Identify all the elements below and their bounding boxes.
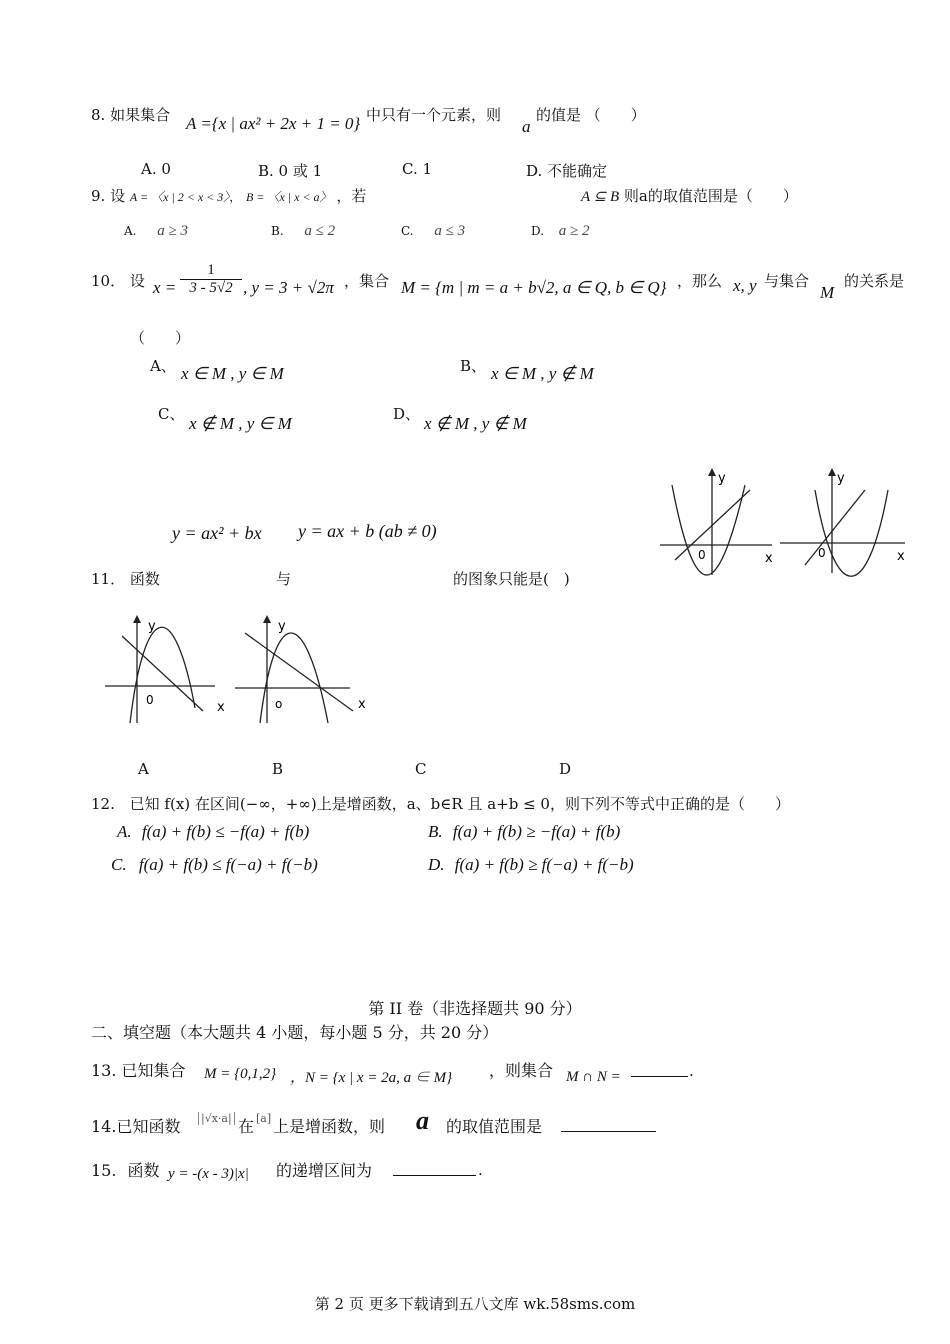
q12-option-b	[428, 822, 620, 842]
q12-option-c	[111, 855, 318, 875]
q13-expr: M ∩ N =	[566, 1069, 621, 1085]
q10-frac-num: 1	[207, 262, 215, 278]
q11-a-y-label: y	[148, 619, 156, 634]
q12-option-b-expr: f(a) + f(b) ≥ −f(a) + f(b)	[452, 822, 621, 841]
q10-then: ，那么	[677, 272, 723, 290]
q8-option-a: A. 0	[141, 160, 171, 178]
q10-fraction	[180, 262, 242, 297]
q10-frac-den: 3 - 5√2	[180, 279, 242, 297]
q11-d-x-label: x	[897, 549, 905, 564]
q9-option-c-expr: a ≤ 3	[434, 223, 466, 239]
q11-d-y-arrow	[828, 468, 836, 476]
q9-option-a	[124, 221, 188, 240]
q10-stem	[91, 270, 145, 291]
q10-option-b-label: B、	[460, 357, 487, 375]
q12-option-d	[428, 855, 634, 875]
q9-option-d	[531, 221, 590, 240]
q11-a-y-arrow	[133, 615, 141, 623]
q11-f2: y = ax + b (ab ≠ 0)	[298, 521, 437, 541]
q11-label-b: B	[272, 760, 284, 778]
q11-c-parabola	[672, 485, 745, 575]
q9-post: 则a的取值范围是（ ）	[623, 187, 798, 205]
q9-set-a: A = 〈x | 2 < x < 3〉	[129, 190, 230, 204]
q11-graph-b	[235, 615, 366, 723]
q11-b-x-label: x	[358, 697, 366, 712]
q11-f1: y = ax² + bx	[172, 523, 262, 543]
q8-option-b: B. 0 或 1	[258, 162, 323, 180]
q9-option-b-label: B.	[271, 224, 284, 238]
page-footer: 第 2 页 更多下载请到五八文库 wk.58sms.com	[314, 1295, 636, 1313]
q10-y-expr: , y = 3 + √2π	[243, 278, 334, 297]
q8-option-c: C. 1	[402, 160, 433, 178]
q15-number: 15.	[91, 1161, 117, 1180]
q10-option-c-expr: x ∉ M , y ∈ M	[189, 414, 292, 433]
q13-N: ，N = {x | x = 2a, a ∈ M}	[290, 1070, 453, 1086]
q9-option-d-expr: a ≥ 2	[558, 223, 590, 239]
q9-cond: A ⊆ B	[581, 189, 620, 205]
q14-mid: 在	[238, 1117, 255, 1136]
q8-stem	[91, 104, 170, 125]
q10-number: 10．	[91, 272, 126, 290]
q13-answer-blank[interactable]	[631, 1062, 688, 1077]
q9-set-b: B = 〈x | x < a〉	[246, 190, 332, 204]
q10-option-d-expr: x ∉ M , y ∉ M	[424, 414, 527, 433]
q11-b-origin: o	[275, 697, 283, 711]
q13-stem	[91, 1058, 186, 1081]
q8-number: 8.	[91, 106, 106, 124]
q15-answer-blank[interactable]	[393, 1161, 476, 1176]
q11-stem	[91, 568, 160, 589]
q12-number: 12.	[91, 795, 115, 813]
q11-b-parabola	[260, 633, 328, 723]
q10-post: 的关系是	[844, 272, 905, 290]
q13-number: 13.	[91, 1061, 117, 1080]
q11-and: 与	[276, 570, 292, 588]
q11-label-d: D	[559, 760, 572, 778]
q8-option-d: D. 不能确定	[526, 162, 608, 180]
q9-pre: 设	[110, 187, 126, 205]
q15-stem	[91, 1158, 160, 1181]
q9-comma: ，若	[336, 187, 367, 205]
q9-option-c	[401, 221, 465, 240]
q9-option-d-label: D.	[531, 224, 545, 238]
q11-graph-c	[660, 468, 773, 575]
q10-xy: x, y	[733, 276, 757, 295]
part2-title: 第 II 卷（非选择题共 90 分）	[368, 999, 582, 1018]
q9-number: 9.	[91, 187, 106, 205]
q10-option-a-expr: x ∈ M , y ∈ M	[181, 364, 284, 383]
q12-option-c-label: C.	[111, 855, 127, 874]
q15-post: 的递增区间为	[276, 1161, 373, 1180]
q11-b-y-label: y	[278, 619, 286, 634]
q8-mid: 中只有一个元素，则	[366, 106, 502, 124]
q10-pre: 设	[129, 272, 145, 290]
q10-x-lhs: x =	[153, 278, 177, 297]
q14-answer-blank[interactable]	[561, 1117, 656, 1132]
q10-M: M	[820, 283, 835, 302]
q10-option-d-label: D、	[393, 405, 421, 423]
q13-pre: 已知集合	[121, 1061, 186, 1080]
part2-section-heading: 二、填空题（本大题共 4 小题，每小题 5 分，共 20 分）	[91, 1023, 499, 1042]
q11-c-origin: 0	[698, 548, 706, 562]
q14-pre: 14.已知函数	[91, 1117, 181, 1136]
q11-a-origin: 0	[146, 693, 154, 707]
q12-option-c-expr: f(a) + f(b) ≤ f(−a) + f(−b)	[138, 855, 318, 874]
q12-stem	[91, 793, 790, 814]
q12-option-a	[117, 822, 309, 842]
q11-c-x-label: x	[765, 551, 773, 566]
q9-option-a-expr: a ≥ 3	[157, 223, 188, 239]
q14-interval: [a]	[256, 1112, 272, 1125]
q11-graph-a	[105, 615, 225, 723]
q15-expr: y = -(x - 3)|x|	[168, 1166, 249, 1182]
q11-d-line	[805, 490, 865, 565]
q9-option-c-label: C.	[401, 224, 414, 238]
q13-M: M = {0,1,2}	[204, 1066, 277, 1082]
q11-a-x-label: x	[217, 700, 225, 715]
q10-set: M = {m | m = a + b√2, a ∈ Q, b ∈ Q}	[401, 278, 667, 297]
q9-option-b-expr: a ≤ 2	[304, 223, 336, 239]
q10-option-c-label: C、	[158, 405, 185, 423]
q8-var: a	[522, 117, 531, 136]
q10-option-a-label: A、	[150, 357, 176, 375]
q12-option-b-label: B.	[428, 822, 443, 841]
q11-c-y-label: y	[718, 471, 726, 486]
q9-option-b	[271, 221, 335, 240]
q11-label-a: A	[138, 760, 149, 778]
q14-var: a	[416, 1106, 429, 1135]
q12-option-a-expr: f(a) + f(b) ≤ −f(a) + f(b)	[141, 822, 310, 841]
q9-option-a-label: A.	[124, 224, 137, 238]
q11-b-line	[245, 633, 353, 711]
q8-pre: 如果集合	[110, 106, 171, 124]
q11-label-c: C	[415, 760, 427, 778]
q15-blank-end: .	[478, 1161, 483, 1179]
q12-option-d-expr: f(a) + f(b) ≥ f(−a) + f(−b)	[454, 855, 634, 874]
q11-d-origin: 0	[818, 546, 826, 560]
q11-graphs-cd	[655, 465, 920, 580]
q11-number: 11．	[91, 570, 126, 588]
q14-function-image: |√x·a|	[198, 1112, 235, 1125]
q15-pre: 函数	[127, 1161, 160, 1180]
q8-post: 的值是 （ ）	[536, 106, 646, 124]
q11-graph-d	[780, 468, 905, 576]
q12-option-d-label: D.	[428, 855, 445, 874]
q11-a-parabola	[130, 627, 195, 723]
q10-option-b-expr: x ∈ M , y ∉ M	[491, 364, 594, 383]
q12-text: 已知 f(x) 在区间(−∞，+∞)上是增函数，a、b∈R 且 a+b ≤ 0，则下列不等式中正确的是（ ）	[129, 795, 790, 813]
q14-post: 上是增函数，则	[273, 1117, 386, 1136]
q13-mid: ，则集合	[489, 1061, 554, 1080]
q11-post: 的图象只能是( )	[453, 570, 570, 588]
q11-d-parabola	[815, 490, 888, 576]
q10-mid: ，集合	[344, 272, 390, 290]
q10-rel: 与集合	[764, 272, 810, 290]
q12-option-a-label: A.	[117, 822, 132, 841]
q9-tail	[581, 185, 798, 206]
q8-set-expr: A ={x | ax² + 2x + 1 = 0}	[186, 114, 361, 133]
q13-blank-end: .	[689, 1062, 694, 1080]
q14-tail: 的取值范围是	[446, 1117, 543, 1136]
q9-stem: 9. 设 A = 〈x | 2 < x < 3〉， B = 〈x | x < a〉 ，若	[91, 187, 367, 205]
q11-d-y-label: y	[837, 471, 845, 486]
q11-pre: 函数	[129, 570, 160, 588]
q11-b-y-arrow	[263, 615, 271, 623]
q11-c-y-arrow	[708, 468, 716, 476]
q10-paren: （ ）	[130, 329, 191, 347]
q11-a-line	[122, 636, 203, 711]
q11-graphs-ab	[100, 608, 375, 728]
